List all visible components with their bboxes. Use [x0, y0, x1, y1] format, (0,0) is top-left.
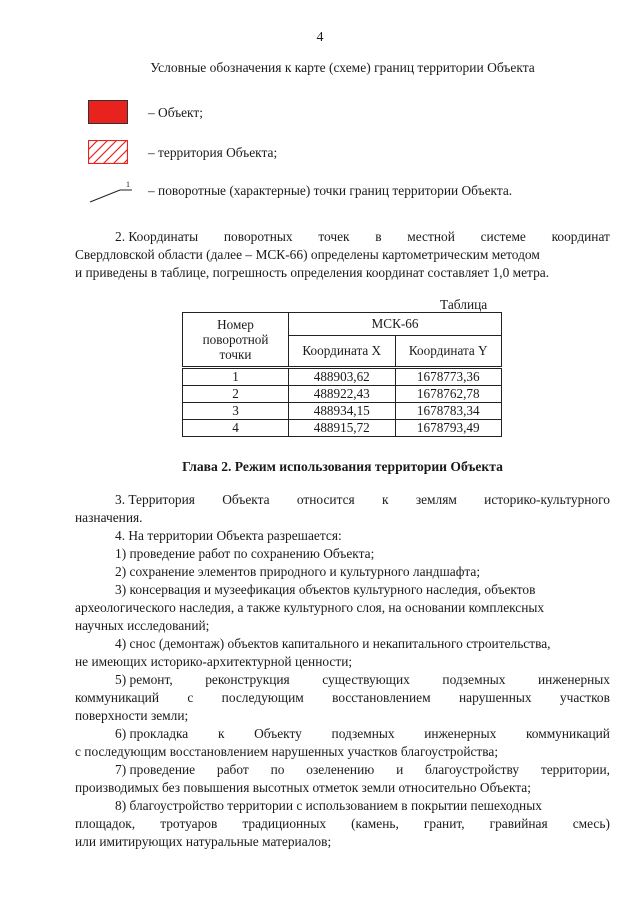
- chapter-title: Глава 2. Режим использования территории Объекта: [182, 459, 503, 474]
- item-3-line-2: назначения.: [75, 510, 143, 525]
- list-item-6-line-1: 6) прокладка к Объекту подземных инженерных коммуникаций: [115, 726, 610, 741]
- column-header-x: Координата X: [289, 336, 396, 368]
- list-item-2: 2) сохранение элементов природного и культурного ландшафта;: [115, 564, 481, 579]
- list-item-3-line-1: 3) консервация и музеефикация объектов культурного наследия, объектов: [115, 582, 536, 597]
- list-item-3-line-2: археологического наследия, а также культурного слоя, на основании комплексных: [75, 600, 545, 615]
- list-item-7-line-2: производимых без повышения высотных отметок земли относительно Объекта;: [75, 780, 531, 795]
- list-item-8-line-2: площадок, тротуаров традиционных (камень, гранит, гравийная смесь): [75, 816, 610, 831]
- list-item-5-line-1: 5) ремонт, реконструкция существующих подземных инженерных: [115, 672, 610, 687]
- table-row: 3 488934,15 1678783,34: [183, 403, 502, 420]
- list-item-8-line-1: 8) благоустройство территории с использованием в покрытии пешеходных: [115, 798, 542, 813]
- item-3-line-1: 3. Территория Объекта относится к землям историко-культурного: [115, 492, 610, 507]
- list-item-3-line-3: научных исследований;: [75, 618, 210, 633]
- turning-point-icon: [88, 178, 134, 204]
- list-item-8-line-3: или имитирующих натуральные материалов;: [75, 834, 332, 849]
- object-fill-icon: [88, 100, 134, 126]
- table-row: 2 488922,43 1678762,78: [183, 386, 502, 403]
- legend-item-label: – Объект;: [148, 105, 203, 120]
- legend-item-label: – территория Объекта;: [148, 145, 278, 160]
- legend-title: Условные обозначения к карте (схеме) границ территории Объекта: [150, 60, 535, 75]
- column-header-y: Координата Y: [395, 336, 502, 368]
- list-item-7-line-1: 7) проведение работ по озеленению и благоустройству территории,: [115, 762, 610, 777]
- column-header-point-number: Номер поворотной точки: [183, 313, 289, 368]
- list-item-5-line-2: коммуникаций с последующим восстановлением нарушенных участков: [75, 690, 610, 705]
- legend-item-turning-point: [88, 176, 512, 206]
- list-item-4-line-2: не имеющих историко-архитектурной ценности;: [75, 654, 353, 669]
- column-group-header: МСК-66: [289, 313, 502, 336]
- section-2-line-1: 2. Координаты поворотных точек в местной системе координат: [115, 229, 610, 244]
- section-2-line-2: Свердловской области (далее – МСК-66) определены картометрическим методом: [75, 247, 540, 262]
- list-item-5-line-3: поверхности земли;: [75, 708, 189, 723]
- section-2-line-3: и приведены в таблице, погрешность определения координат составляет 1,0 метра.: [75, 265, 550, 280]
- list-item-1: 1) проведение работ по сохранению Объекта;: [115, 546, 375, 561]
- item-4: 4. На территории Объекта разрешается:: [115, 528, 342, 543]
- table-row: 1 488903,62 1678773,36: [183, 368, 502, 386]
- table-caption: Таблица: [440, 297, 488, 312]
- legend-item-territory: [88, 138, 277, 168]
- legend-item-object: [88, 98, 203, 128]
- section-2-paragraph: [75, 228, 610, 282]
- table-row: 4 488915,72 1678793,49: [183, 420, 502, 437]
- list-item-6-line-2: с последующим восстановлением нарушенных участков благоустройства;: [75, 744, 499, 759]
- legend-item-label: – поворотные (характерные) точки границ территории Объекта.: [148, 183, 513, 198]
- territory-hatch-icon: [88, 140, 134, 166]
- page-number: 4: [316, 30, 324, 45]
- turning-point-marker: 1: [126, 180, 130, 189]
- coordinates-table: [182, 312, 502, 437]
- chapter-2-body: [75, 491, 610, 851]
- list-item-4-line-1: 4) снос (демонтаж) объектов капитального и некапитального строительства,: [115, 636, 551, 651]
